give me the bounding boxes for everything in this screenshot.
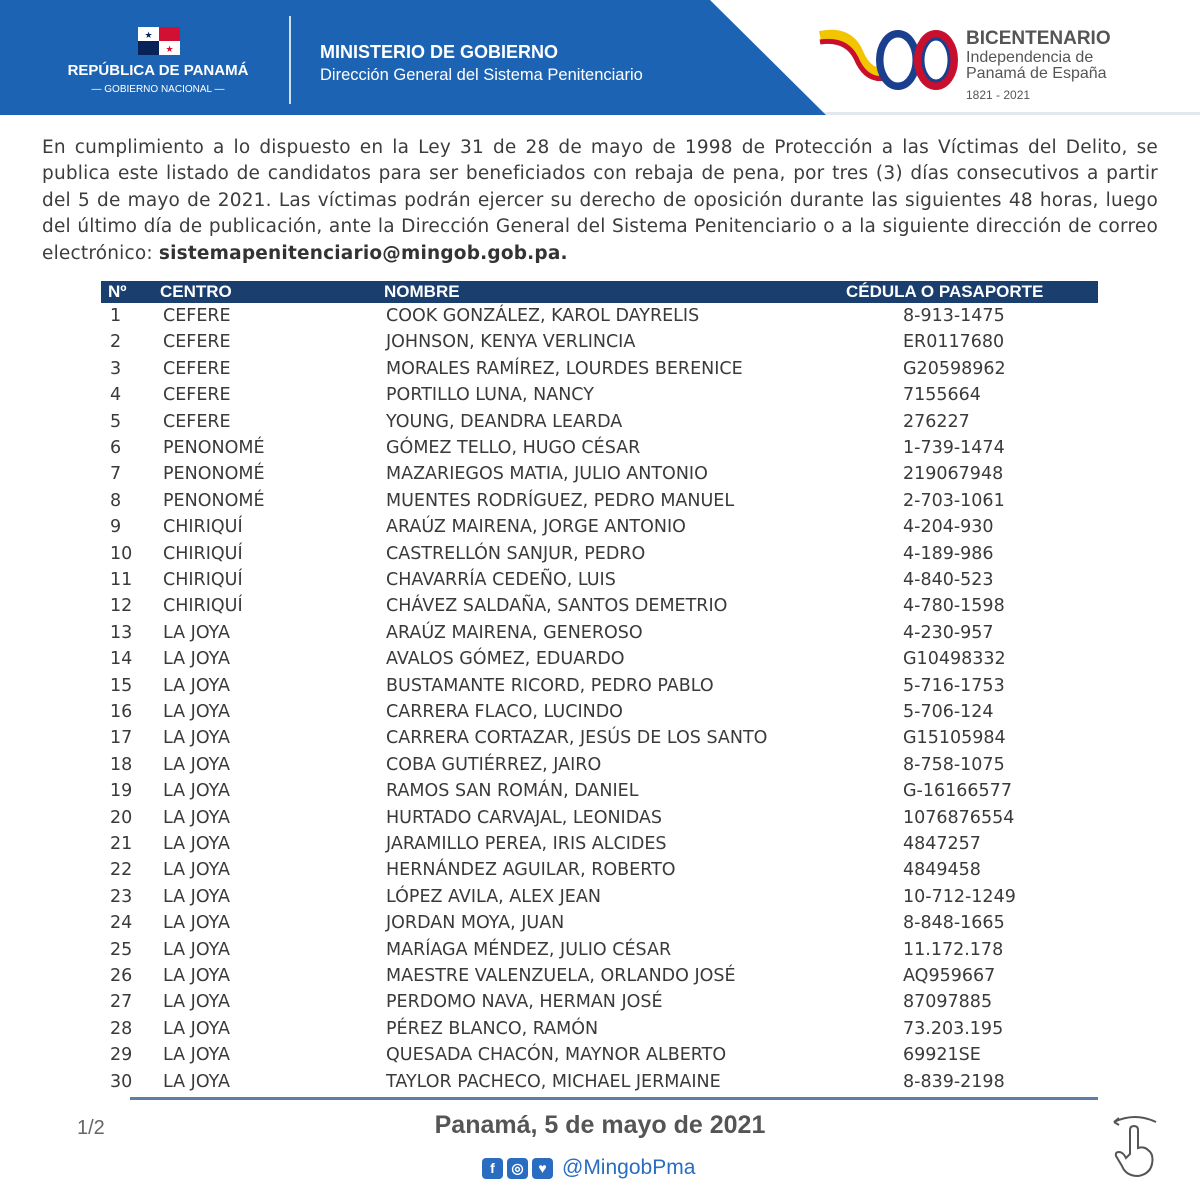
header-nombre: NOMBRE	[384, 282, 460, 301]
cell-nombre: CASTRELLÓN SANJUR, PEDRO	[386, 543, 646, 564]
ministry-name: MINISTERIO DE GOBIERNO	[320, 42, 559, 62]
table-row	[0, 306, 1200, 332]
cell-nombre: LÓPEZ AVILA, ALEX JEAN	[386, 886, 601, 907]
cell-cedula: 11.172.178	[903, 939, 1004, 960]
cell-number: 20	[110, 807, 133, 828]
cell-nombre: YOUNG, DEANDRA LEARDA	[386, 411, 623, 432]
table-row	[0, 623, 1200, 649]
table-row	[0, 491, 1200, 517]
cell-centro: CEFERE	[163, 358, 231, 379]
cell-number: 29	[110, 1045, 133, 1066]
bicentenario-title: BICENTENARIO	[966, 28, 1111, 49]
cell-number: 23	[110, 886, 133, 907]
table-row	[0, 332, 1200, 358]
twitter-icon[interactable]: ♥	[532, 1158, 553, 1179]
cell-nombre: PORTILLO LUNA, NANCY	[386, 385, 594, 406]
contact-email[interactable]: sistemapenitenciario@mingob.gob.pa.	[158, 242, 568, 264]
table-row	[0, 649, 1200, 675]
table-row	[0, 834, 1200, 860]
cell-centro: LA JOYA	[163, 966, 230, 986]
cell-nombre: MARÍAGA MÉNDEZ, JULIO CÉSAR	[386, 939, 672, 960]
cell-number: 11	[110, 570, 133, 590]
table-row	[0, 702, 1200, 728]
facebook-icon[interactable]: f	[482, 1158, 503, 1179]
cell-centro: CHIRIQUÍ	[163, 543, 243, 564]
cell-centro: CEFERE	[163, 306, 231, 326]
cell-centro: LA JOYA	[163, 860, 230, 881]
cell-centro: LA JOYA	[163, 754, 230, 775]
cell-number: 30	[110, 1071, 133, 1092]
cell-number: 6	[110, 438, 122, 458]
cell-cedula: G15105984	[903, 728, 1006, 749]
table-row	[0, 755, 1200, 781]
bicentenario-subtitle	[966, 50, 1107, 82]
cell-centro: LA JOYA	[163, 992, 230, 1013]
cell-cedula: 4-204-930	[903, 517, 994, 538]
table-row	[0, 570, 1200, 596]
cell-centro: LA JOYA	[163, 781, 230, 802]
cell-centro: LA JOYA	[163, 939, 230, 960]
cell-number: 28	[110, 1018, 133, 1039]
cell-nombre: ARAÚZ MAIRENA, JORGE ANTONIO	[386, 517, 686, 538]
swipe-hand-icon[interactable]	[1110, 1114, 1160, 1178]
cell-cedula: 73.203.195	[903, 1018, 1004, 1039]
cell-number: 10	[110, 543, 133, 564]
cell-centro: CHIRIQUÍ	[163, 596, 243, 617]
table-row	[0, 1045, 1200, 1071]
cell-number: 9	[110, 517, 122, 538]
cell-centro: CEFERE	[163, 411, 231, 432]
cell-cedula: 4-840-523	[903, 570, 994, 590]
cell-nombre: RAMOS SAN ROMÁN, DANIEL	[386, 781, 639, 802]
svg-text:★: ★	[165, 45, 174, 55]
header-cedula: CÉDULA O PASAPORTE	[846, 282, 1044, 301]
header-centro: CENTRO	[160, 282, 232, 301]
cell-cedula: 1076876554	[903, 807, 1015, 828]
cell-number: 2	[110, 332, 122, 353]
cell-cedula: 87097885	[903, 992, 993, 1013]
cell-number: 18	[110, 754, 133, 775]
cell-centro: CHIRIQUÍ	[163, 570, 243, 590]
cell-centro: LA JOYA	[163, 1071, 230, 1092]
cell-centro: CHIRIQUÍ	[163, 517, 243, 538]
cell-number: 5	[110, 411, 122, 432]
footer-divider	[130, 1097, 1098, 1100]
cell-centro: LA JOYA	[163, 834, 230, 854]
cell-number: 14	[110, 649, 133, 670]
cell-number: 3	[110, 358, 122, 379]
cell-cedula: 5-716-1753	[903, 675, 1005, 696]
cell-cedula: 5-706-124	[903, 702, 994, 722]
cell-centro: LA JOYA	[163, 622, 230, 643]
cell-cedula: 8-839-2198	[903, 1071, 1005, 1092]
table-row	[0, 544, 1200, 570]
bicentenario-line2: Panamá de España	[966, 65, 1107, 82]
table-row	[0, 808, 1200, 834]
cell-cedula: 219067948	[903, 464, 1004, 485]
cell-number: 19	[110, 781, 133, 802]
intro-paragraph	[42, 135, 1158, 267]
table-row	[0, 913, 1200, 939]
cell-nombre: QUESADA CHACÓN, MAYNOR ALBERTO	[386, 1045, 727, 1066]
cell-cedula: 4-230-957	[903, 622, 994, 643]
cell-cedula: 2-703-1061	[903, 490, 1005, 511]
cell-cedula: 7155664	[903, 385, 981, 406]
table-row	[0, 676, 1200, 702]
cell-nombre: TAYLOR PACHECO, MICHAEL JERMAINE	[386, 1071, 721, 1092]
cell-nombre: MORALES RAMÍREZ, LOURDES BERENICE	[386, 358, 743, 379]
table-row	[0, 992, 1200, 1018]
cell-number: 21	[110, 834, 133, 854]
cell-centro: PENONOMÉ	[163, 490, 265, 511]
table-row	[0, 517, 1200, 543]
cell-cedula: G10498332	[903, 649, 1006, 670]
cell-number: 27	[110, 992, 133, 1013]
header-number: Nº	[108, 282, 127, 301]
cell-cedula: ER0117680	[903, 332, 1005, 353]
cell-centro: CEFERE	[163, 332, 231, 353]
cell-number: 4	[110, 385, 122, 406]
cell-nombre: BUSTAMANTE RICORD, PEDRO PABLO	[386, 675, 714, 696]
cell-nombre: GÓMEZ TELLO, HUGO CÉSAR	[386, 438, 641, 458]
table-row	[0, 438, 1200, 464]
cell-centro: LA JOYA	[163, 913, 230, 934]
bicentenario-line1: Independencia de	[966, 49, 1094, 66]
table-row	[0, 385, 1200, 411]
table-row	[0, 966, 1200, 992]
page-number: 1/2	[77, 1117, 105, 1139]
cell-nombre: MUENTES RODRÍGUEZ, PEDRO MANUEL	[386, 490, 735, 511]
table-row	[0, 781, 1200, 807]
table-row	[0, 464, 1200, 490]
instagram-icon[interactable]: ◎	[507, 1158, 528, 1179]
table-row	[0, 940, 1200, 966]
cell-number: 13	[110, 622, 133, 643]
cell-number: 22	[110, 860, 133, 881]
table-row	[0, 1019, 1200, 1045]
cell-nombre: COOK GONZÁLEZ, KAROL DAYRELIS	[386, 306, 700, 326]
cell-number: 26	[110, 966, 133, 986]
cell-number: 7	[110, 464, 122, 485]
cell-centro: LA JOYA	[163, 649, 230, 670]
cell-number: 24	[110, 913, 133, 934]
cell-number: 1	[110, 306, 122, 326]
cell-centro: PENONOMÉ	[163, 464, 265, 485]
cell-cedula: 8-848-1665	[903, 913, 1005, 934]
cell-centro: PENONOMÉ	[163, 438, 265, 458]
cell-centro: LA JOYA	[163, 886, 230, 907]
social-handle[interactable]: @MingobPma	[562, 1156, 696, 1179]
table-row	[0, 887, 1200, 913]
cell-nombre: CHAVARRÍA CEDEÑO, LUIS	[386, 570, 616, 590]
cell-cedula: G20598962	[903, 358, 1006, 379]
cell-cedula: 8-758-1075	[903, 754, 1005, 775]
cell-number: 16	[110, 702, 133, 722]
header-banner	[0, 0, 1200, 115]
cell-cedula: 4-780-1598	[903, 596, 1005, 617]
cell-nombre: MAESTRE VALENZUELA, ORLANDO JOSÉ	[386, 966, 736, 986]
cell-nombre: CARRERA CORTAZAR, JESÚS DE LOS SANTO	[386, 728, 768, 749]
cell-centro: LA JOYA	[163, 1018, 230, 1039]
cell-number: 8	[110, 490, 122, 511]
intro-text: En cumplimiento a lo dispuesto en la Ley 31 de 28 de mayo de 1998 de Protección a las Víctimas del Delito, se publica este listado de candidatos para ser beneficiados con rebaja de pena, por tres (3) días consecutivos a partir del 5 de mayo de 2021. Las víctimas podrán ejercer su derecho de oposición durante las siguientes 48 horas, luego del último día de publicación, ante la Dirección General del Sistema Penitenciario o a la siguiente dirección de correo electrónico:	[42, 137, 1158, 264]
table-row	[0, 860, 1200, 886]
cell-number: 17	[110, 728, 133, 749]
cell-centro: LA JOYA	[163, 807, 230, 828]
cell-nombre: JOHNSON, KENYA VERLINCIA	[386, 332, 636, 353]
cell-centro: LA JOYA	[163, 1045, 230, 1066]
country-name: REPÚBLICA DE PANAMÁ	[67, 62, 249, 79]
svg-text:★: ★	[144, 31, 153, 41]
cell-centro: LA JOYA	[163, 728, 230, 749]
cell-nombre: CHÁVEZ SALDAÑA, SANTOS DEMETRIO	[386, 596, 728, 617]
table-row	[0, 728, 1200, 754]
table-row	[0, 359, 1200, 385]
cell-cedula: 4849458	[903, 860, 981, 881]
cell-nombre: PERDOMO NAVA, HERMAN JOSÉ	[386, 992, 663, 1013]
cell-nombre: HERNÁNDEZ AGUILAR, ROBERTO	[386, 860, 676, 881]
cell-nombre: PÉREZ BLANCO, RAMÓN	[386, 1018, 599, 1039]
department-name: Dirección General del Sistema Penitenciario	[320, 66, 643, 84]
cell-cedula: 1-739-1474	[903, 438, 1005, 458]
table-row	[0, 412, 1200, 438]
cell-cedula: 276227	[903, 411, 970, 432]
government-label: — GOBIERNO NACIONAL —	[91, 84, 225, 95]
panama-flag-icon	[138, 27, 180, 55]
cell-nombre: COBA GUTIÉRREZ, JAIRO	[386, 754, 602, 775]
cell-number: 15	[110, 675, 133, 696]
bicentenario-years: 1821 - 2021	[966, 88, 1031, 102]
table-row	[0, 596, 1200, 622]
header-divider	[289, 16, 291, 104]
cell-cedula: 4847257	[903, 834, 981, 854]
cell-cedula: 10-712-1249	[903, 886, 1016, 907]
cell-cedula: 4-189-986	[903, 543, 994, 564]
cell-nombre: MAZARIEGOS MATIA, JULIO ANTONIO	[386, 464, 708, 485]
cell-centro: LA JOYA	[163, 702, 230, 722]
publication-date: Panamá, 5 de mayo de 2021	[434, 1111, 766, 1139]
cell-nombre: JARAMILLO PEREA, IRIS ALCIDES	[386, 834, 667, 854]
cell-nombre: JORDAN MOYA, JUAN	[386, 913, 565, 934]
table-header	[101, 281, 1098, 303]
cell-nombre: HURTADO CARVAJAL, LEONIDAS	[386, 807, 662, 828]
cell-cedula: 8-913-1475	[903, 306, 1005, 326]
cell-nombre: ARAÚZ MAIRENA, GENEROSO	[386, 622, 643, 643]
cell-cedula: 69921SE	[903, 1045, 981, 1066]
cell-centro: LA JOYA	[163, 675, 230, 696]
cell-cedula: G-16166577	[903, 781, 1012, 802]
cell-nombre: AVALOS GÓMEZ, EDUARDO	[386, 649, 625, 670]
cell-nombre: CARRERA FLACO, LUCINDO	[386, 702, 623, 722]
cell-number: 12	[110, 596, 133, 617]
bicentenario-logo-icon	[818, 22, 964, 92]
table-row	[0, 1072, 1200, 1098]
social-links	[482, 1156, 695, 1180]
cell-number: 25	[110, 939, 133, 960]
cell-cedula: AQ959667	[903, 966, 996, 986]
cell-centro: CEFERE	[163, 385, 231, 406]
